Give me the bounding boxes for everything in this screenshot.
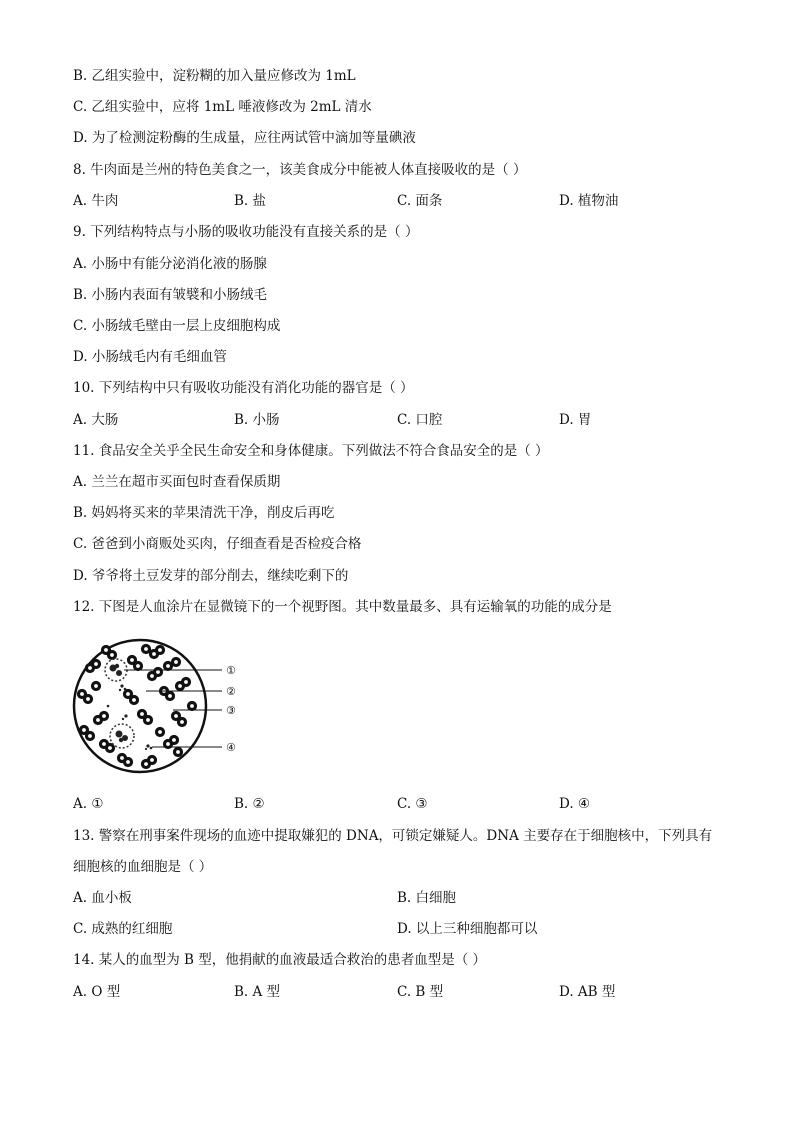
q10-option-d: D. 胃	[559, 412, 592, 428]
q7-option-d: D. 为了检测淀粉酶的生成量，应往两试管中滴加等量碘液	[73, 130, 416, 146]
q10-option-a: A. 大肠	[73, 412, 119, 428]
q13-option-a: A. 血小板	[73, 890, 132, 906]
q14-option-c: C. B 型	[397, 984, 444, 1000]
q14-stem: 14. 某人的血型为 B 型，他捐献的血液最适合救治的患者血型是（ ）	[73, 952, 487, 968]
q12-option-d: D. ④	[559, 796, 591, 812]
q13-option-d: D. 以上三种细胞都可以	[397, 921, 538, 937]
q13-option-b: B. 白细胞	[397, 890, 457, 906]
q11-option-a: A. 兰兰在超市买面包时查看保质期	[73, 474, 281, 490]
q8-option-c: C. 面条	[397, 193, 443, 209]
q11-option-c: C. 爸爸到小商贩处买肉，仔细查看是否检疫合格	[73, 536, 362, 552]
q9-option-c: C. 小肠绒毛壁由一层上皮细胞构成	[73, 318, 281, 334]
q10-option-b: B. 小肠	[234, 412, 280, 428]
blood-smear-diagram	[68, 636, 248, 776]
q14-option-a: A. O 型	[73, 984, 121, 1000]
q11-option-b: B. 妈妈将买来的苹果清洗干净，削皮后再吃	[73, 505, 335, 521]
q8-option-a: A. 牛肉	[73, 193, 119, 209]
q8-option-b: B. 盐	[234, 193, 267, 209]
figure-label-3: ③	[226, 704, 236, 717]
q9-option-b: B. 小肠内表面有皱襞和小肠绒毛	[73, 287, 268, 303]
q9-stem: 9. 下列结构特点与小肠的吸收功能没有直接关系的是（ ）	[73, 224, 419, 240]
q9-option-d: D. 小肠绒毛内有毛细血管	[73, 349, 227, 365]
q13-option-c: C. 成熟的红细胞	[73, 921, 173, 937]
q14-option-d: D. AB 型	[559, 984, 616, 1000]
q8-stem: 8. 牛肉面是兰州的特色美食之一，该美食成分中能被人体直接吸收的是（ ）	[73, 162, 527, 178]
q13-stem-line1: 13. 警察在刑事案件现场的血迹中提取嫌犯的 DNA，可锁定嫌疑人。DNA 主要存在于细胞核中，下列具有	[73, 828, 713, 844]
figure-label-1: ①	[226, 664, 236, 677]
q12-option-a: A. ①	[73, 796, 104, 812]
q12-stem: 12. 下图是人血涂片在显微镜下的一个视野图。其中数量最多、具有运输氧的功能的成分是	[73, 599, 612, 615]
figure-label-4: ④	[226, 741, 236, 754]
figure-label-2: ②	[226, 685, 236, 698]
q10-option-c: C. 口腔	[397, 412, 443, 428]
q12-option-b: B. ②	[234, 796, 265, 812]
q9-option-a: A. 小肠中有能分泌消化液的肠腺	[73, 256, 267, 272]
q7-option-b: B. 乙组实验中，淀粉糊的加入量应修改为 1mL	[73, 68, 356, 84]
q8-option-d: D. 植物油	[559, 193, 619, 209]
q14-option-b: B. A 型	[234, 984, 281, 1000]
q13-stem-line2: 细胞核的血细胞是（ ）	[73, 859, 213, 875]
q11-option-d: D. 爷爷将土豆发芽的部分削去，继续吃剩下的	[73, 568, 349, 584]
q10-stem: 10. 下列结构中只有吸收功能没有消化功能的器官是（ ）	[73, 380, 414, 396]
q7-option-c: C. 乙组实验中，应将 1mL 唾液修改为 2mL 清水	[73, 99, 372, 115]
q11-stem: 11. 食品安全关乎全民生命安全和身体健康。下列做法不符合食品安全的是（ ）	[73, 443, 549, 459]
q12-option-c: C. ③	[397, 796, 428, 812]
blood-smear-figure	[68, 636, 248, 776]
